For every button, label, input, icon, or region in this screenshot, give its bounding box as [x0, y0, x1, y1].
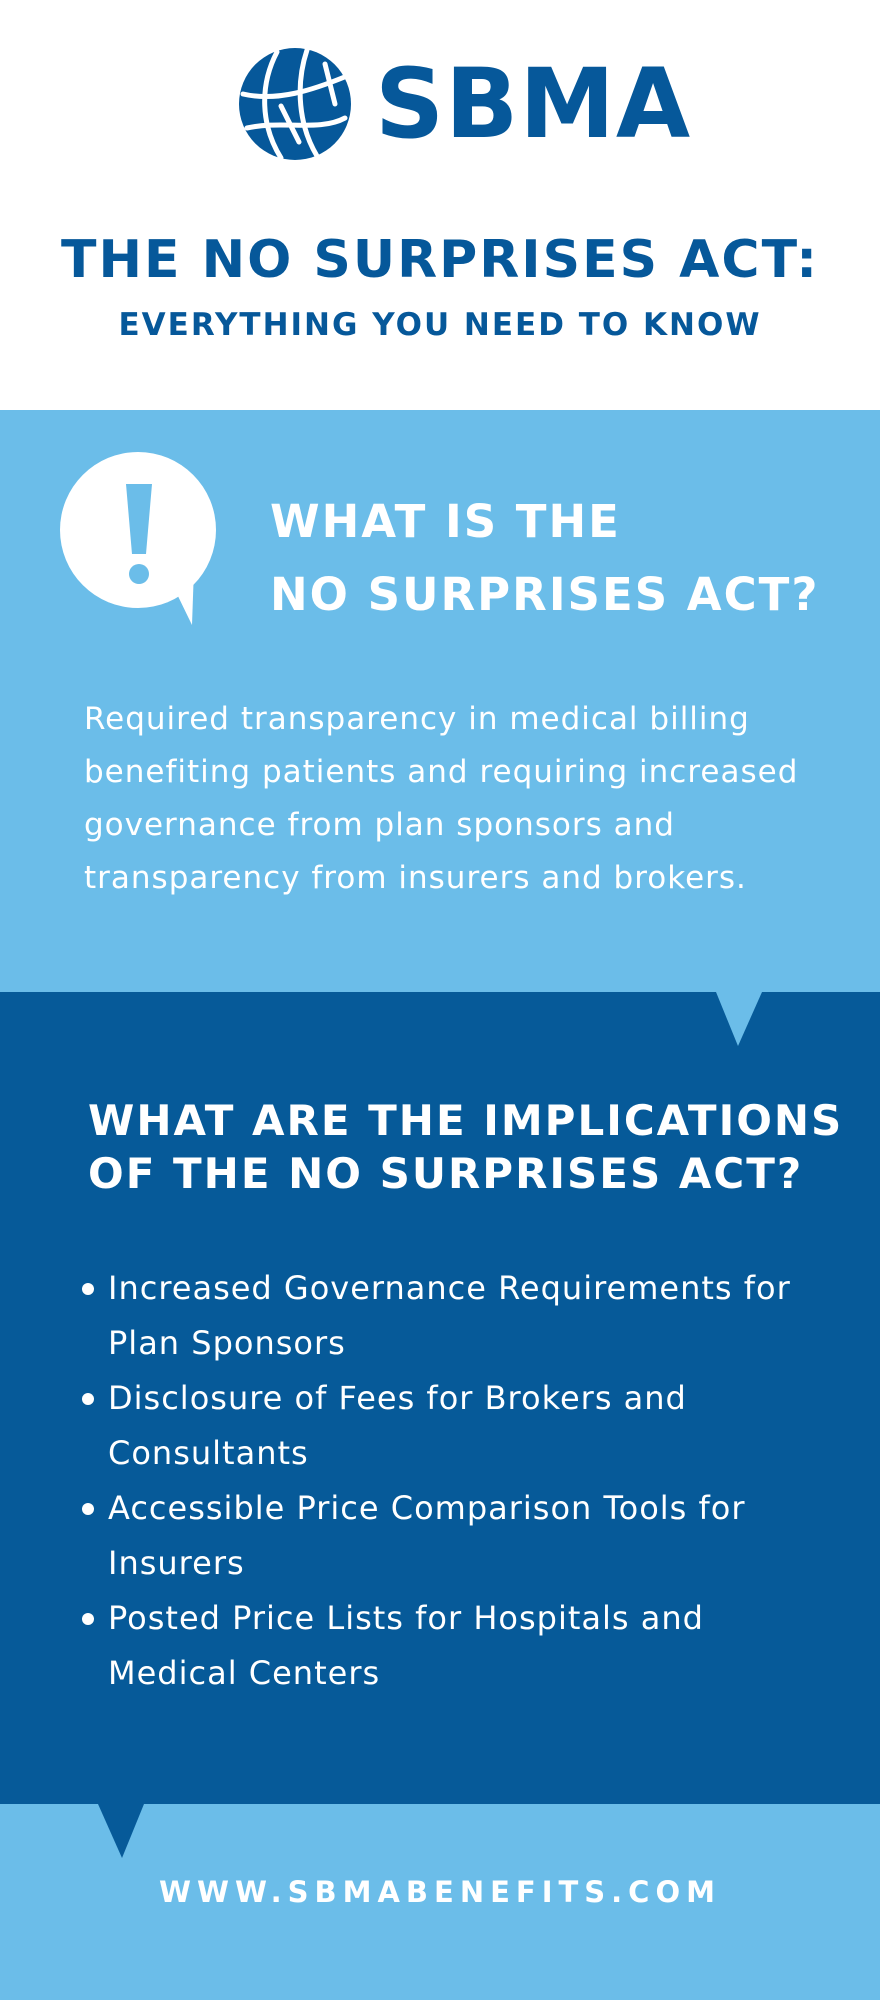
what-is-heading — [270, 485, 870, 631]
exclamation-speech-bubble-icon — [60, 450, 220, 625]
brand-name: SBMA — [375, 48, 692, 160]
list-item — [108, 1591, 828, 1701]
what-is-section — [0, 410, 880, 992]
implications-heading-line2: OF THE NO SURPRISES ACT? — [88, 1149, 804, 1198]
page-title: THE NO SURPRISES ACT: — [60, 230, 819, 290]
list-item-line2: Medical Centers — [108, 1654, 381, 1692]
list-item-line1: Increased Governance Requirements for — [108, 1269, 791, 1307]
list-item-line2: Plan Sponsors — [108, 1324, 346, 1362]
what-is-body: Required transparency in medical billing benefiting patients and requiring increased governance from plan sponsors and transparency from insurers and brokers. — [84, 701, 799, 896]
list-item-line2: Consultants — [108, 1434, 309, 1472]
list-item — [108, 1261, 828, 1371]
implications-list — [108, 1261, 828, 1701]
bullet-icon — [82, 1283, 94, 1295]
implications-heading — [88, 1094, 868, 1200]
list-item-line2: Insurers — [108, 1544, 245, 1582]
list-item-line1: Accessible Price Comparison Tools for — [108, 1489, 746, 1527]
page-subtitle: EVERYTHING YOU NEED TO KNOW — [118, 307, 762, 343]
speech-pointer — [716, 992, 762, 1046]
implications-heading-line1: WHAT ARE THE IMPLICATIONS — [88, 1096, 844, 1145]
list-item-line1: Posted Price Lists for Hospitals and — [108, 1599, 704, 1637]
globe-icon — [237, 46, 353, 162]
header — [0, 0, 880, 410]
implications-section — [0, 992, 880, 1804]
sbma-logo — [237, 46, 691, 162]
bullet-icon — [82, 1613, 94, 1625]
what-is-heading-line2: NO SURPRISES ACT? — [270, 568, 820, 621]
speech-pointer — [98, 1804, 144, 1858]
bullet-icon — [82, 1393, 94, 1405]
footer — [0, 1804, 880, 2000]
list-item — [108, 1481, 828, 1591]
list-item — [108, 1371, 828, 1481]
website-link[interactable]: WWW.SBMABENEFITS.COM — [159, 1875, 721, 1909]
bullet-icon — [82, 1503, 94, 1515]
list-item-line1: Disclosure of Fees for Brokers and — [108, 1379, 687, 1417]
what-is-heading-line1: WHAT IS THE — [270, 495, 621, 548]
